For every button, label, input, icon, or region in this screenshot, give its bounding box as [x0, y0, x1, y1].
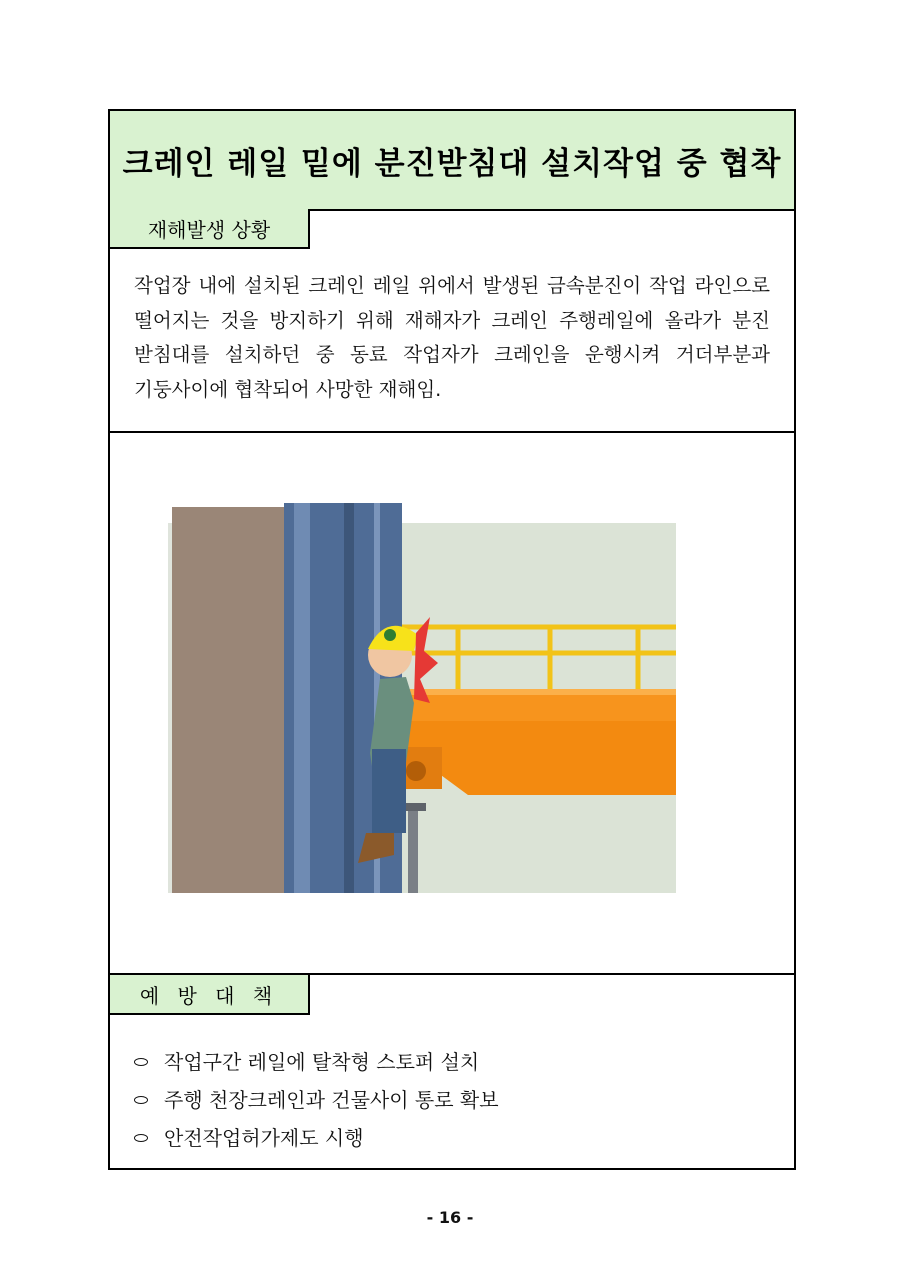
list-item: 주행 천장크레인과 건물사이 통로 확보 — [134, 1081, 499, 1119]
circle-bullet-icon — [134, 1134, 148, 1142]
accident-case-frame — [108, 109, 796, 1170]
situation-description: 작업장 내에 설치된 크레인 레일 위에서 발생된 금속분진이 작업 라인으로 떨어지는 것을 방지하기 위해 재해자가 크레인 주행레일에 올라가 분진 받침대를 설치하던 중 동료 작업자가 크레인을 운행시켜 거더부분과 기둥사이에 협착되어 사망한 재해임. — [134, 274, 770, 401]
list-item: 작업구간 레일에 탈착형 스토퍼 설치 — [134, 1043, 499, 1081]
list-item: 안전작업허가제도 시행 — [134, 1119, 499, 1157]
wall — [172, 507, 284, 893]
page-title: 크레인 레일 밑에 분진받침대 설치작업 중 협착 — [122, 145, 782, 182]
page-number: - 16 - — [426, 1208, 474, 1227]
crane-pinch-accident-illustration — [168, 503, 676, 893]
title-box — [110, 111, 794, 211]
crane-girder — [390, 689, 676, 795]
circle-bullet-icon — [134, 1058, 148, 1066]
circle-bullet-icon — [134, 1096, 148, 1104]
situation-label: 재해발생 상황 — [110, 209, 310, 249]
prevention-list — [134, 1043, 499, 1157]
prevention-label: 예 방 대 책 — [110, 975, 310, 1015]
section-divider — [110, 431, 794, 433]
